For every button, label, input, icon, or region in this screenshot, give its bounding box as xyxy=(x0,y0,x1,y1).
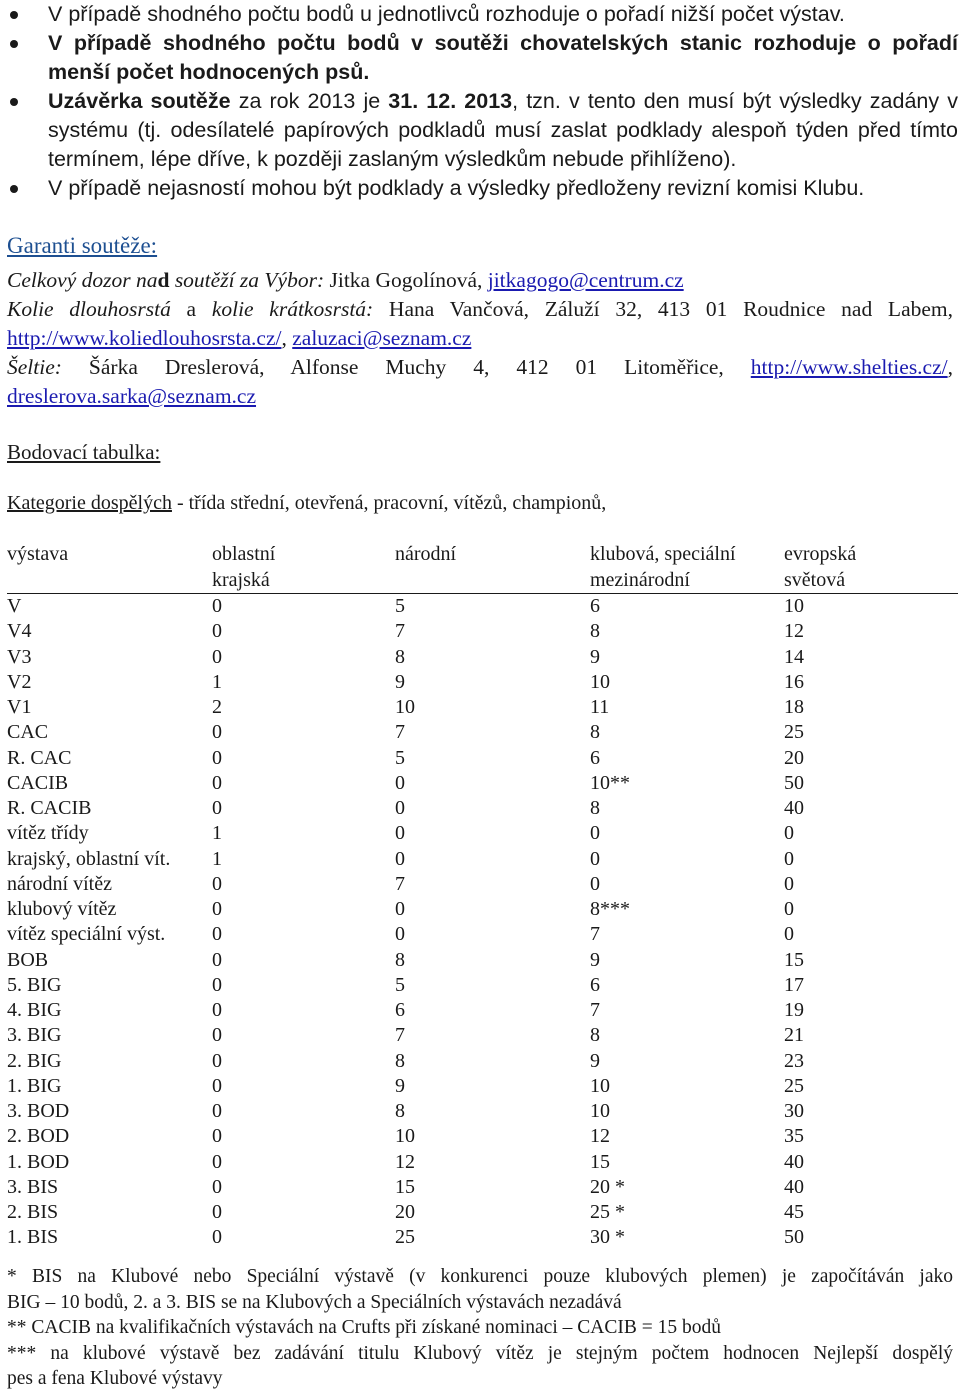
kolie-links-line: http://www.koliedlouhosrsta.cz/, zaluzaci@seznam.cz xyxy=(7,326,472,350)
table-row xyxy=(7,619,958,644)
sheltie-web-link[interactable]: http://www.shelties.cz/ xyxy=(750,355,948,379)
col-header-vystava: výstava xyxy=(7,541,212,594)
table-cell: 8 xyxy=(590,797,600,819)
kolie-email-link[interactable]: zaluzaci@seznam.cz xyxy=(292,326,472,350)
table-cell: 19 xyxy=(784,999,804,1021)
table-cell: 0 xyxy=(212,1100,222,1122)
table-cell: 9 xyxy=(590,948,600,971)
table-cell: 3. BIG xyxy=(7,1024,62,1047)
table-row xyxy=(7,922,958,947)
table-cell: 7 xyxy=(395,872,405,895)
bullet-icon xyxy=(10,11,18,19)
col-header-narodni: národní xyxy=(395,541,590,594)
table-cell: 0 xyxy=(212,898,222,920)
table-cell: 2. BIS xyxy=(7,1201,59,1223)
table-cell: 0 xyxy=(212,973,222,996)
table-cell: 40 xyxy=(784,797,804,819)
table-cell: 0 xyxy=(212,645,222,668)
table-cell: 0 xyxy=(395,923,405,946)
footnotes xyxy=(7,1264,953,1392)
table-cell: 8 xyxy=(590,721,600,744)
table-cell: BOB xyxy=(7,948,49,971)
table-cell: 0 xyxy=(212,1226,222,1249)
table-cell: 5 xyxy=(395,595,405,617)
table-cell: 4. BIG xyxy=(7,999,62,1021)
table-cell: 0 xyxy=(395,898,405,920)
table-cell: 40 xyxy=(784,1150,804,1173)
table-cell: 0 xyxy=(212,1049,222,1072)
dozor-line: Celkový dozor nad soutěží za Výbor: Jitka Gogolínová, jitkagogo@centrum.cz xyxy=(7,268,684,292)
table-cell: vítěz speciální výst. xyxy=(7,923,166,946)
table-cell: 5 xyxy=(395,746,405,769)
table-cell: 25 xyxy=(784,1074,804,1097)
table-cell: klubový vítěz xyxy=(7,898,117,920)
table-cell: 0 xyxy=(212,1074,222,1097)
table-cell: 20 * xyxy=(590,1175,625,1198)
table-cell: 6 xyxy=(590,746,600,769)
table-cell: R. CAC xyxy=(7,746,72,769)
footnote-3a: *** na klubové výstavě bez zadávání titulu Klubový vítěz je stejným počtem hodnocen Nejlepší dospělý xyxy=(7,1342,953,1364)
bullet-icon xyxy=(10,98,18,106)
table-cell: V1 xyxy=(7,696,32,718)
category-description: - třída střední, otevřená, pracovní, vítězů, championů, xyxy=(171,492,607,514)
table-row xyxy=(7,973,958,998)
table-cell: 1 xyxy=(212,847,222,870)
table-cell: 7 xyxy=(395,620,405,643)
table-cell: 7 xyxy=(395,721,405,744)
table-cell: 3. BOD xyxy=(7,1100,70,1122)
table-cell: 8 xyxy=(395,1049,405,1072)
table-cell: 16 xyxy=(784,670,804,693)
section-heading-garanti: Garanti soutěže: xyxy=(7,233,158,258)
table-row xyxy=(7,645,958,670)
table-cell: 8 xyxy=(590,1024,600,1047)
table-cell: 0 xyxy=(395,797,405,819)
table-row xyxy=(7,821,958,846)
table-cell: 30 xyxy=(784,1100,804,1122)
score-table xyxy=(7,541,958,1251)
table-header-row xyxy=(7,541,958,594)
table-cell: 8 xyxy=(395,645,405,668)
table-cell: 1 xyxy=(212,670,222,693)
table-cell: 0 xyxy=(212,746,222,769)
table-cell: 0 xyxy=(395,771,405,794)
table-row xyxy=(7,998,958,1023)
table-cell: 50 xyxy=(784,1226,804,1249)
table-cell: 2. BOD xyxy=(7,1125,70,1148)
table-cell: 20 xyxy=(784,746,804,769)
table-cell: 1 xyxy=(212,822,222,845)
col-header-oblastni: oblastní krajská xyxy=(212,541,395,594)
list-item: V případě shodného počtu bodů u jednotlivců rozhoduje o pořadí nižší počet výstav. xyxy=(0,0,958,29)
bullet-icon xyxy=(10,185,18,193)
table-cell: 6 xyxy=(395,999,405,1021)
table-cell: 6 xyxy=(590,595,600,617)
bodovaci-title: Bodovací tabulka: xyxy=(7,440,161,464)
table-cell: krajský, oblastní vít. xyxy=(7,847,171,870)
category-line xyxy=(7,492,606,515)
table-cell: 0 xyxy=(784,872,794,895)
bullet-icon xyxy=(10,40,18,48)
kolie-line: Kolie dlouhosrstá a kolie krátkosrstá: Hana Vančová, Záluží 32, 413 01 Roudnice nad Labem, xyxy=(7,297,953,321)
kolie-web-link[interactable]: http://www.koliedlouhosrsta.cz/ xyxy=(7,326,282,350)
table-cell: 0 xyxy=(212,872,222,895)
table-cell: 10** xyxy=(590,771,630,794)
table-cell: 35 xyxy=(784,1125,804,1148)
category-label: Kategorie dospělých xyxy=(7,492,172,514)
table-row xyxy=(7,1074,958,1099)
table-cell: 23 xyxy=(784,1049,804,1072)
table-row xyxy=(7,670,958,695)
table-cell: 0 xyxy=(212,620,222,643)
table-row xyxy=(7,796,958,821)
table-cell: 8*** xyxy=(590,898,630,920)
table-row xyxy=(7,1023,958,1048)
table-cell: 0 xyxy=(212,1201,222,1223)
table-cell: 14 xyxy=(784,645,804,668)
table-row xyxy=(7,1099,958,1124)
table-cell: 0 xyxy=(395,822,405,845)
table-cell: 0 xyxy=(784,847,794,870)
table-cell: 0 xyxy=(784,898,794,920)
table-row xyxy=(7,1049,958,1074)
table-cell: 50 xyxy=(784,771,804,794)
col-header-evropska: evropská světová xyxy=(784,541,958,594)
table-row xyxy=(7,720,958,745)
table-row xyxy=(7,1124,958,1149)
table-row xyxy=(7,1175,958,1200)
table-cell: 0 xyxy=(212,948,222,971)
table-cell: 10 xyxy=(784,595,804,617)
table-cell: CACIB xyxy=(7,771,69,794)
footnote-1a: * BIS na Klubové nebo Speciální výstavě (v konkurenci pouze klubových plemen) je započítáván jako xyxy=(7,1266,953,1287)
table-cell: 0 xyxy=(784,822,794,845)
table-cell: 7 xyxy=(395,1024,405,1047)
table-row xyxy=(7,771,958,796)
table-cell: 10 xyxy=(395,696,415,718)
table-cell: 0 xyxy=(212,595,222,617)
table-cell: 9 xyxy=(590,645,600,668)
table-cell: V4 xyxy=(7,620,32,643)
table-cell: 1. BIS xyxy=(7,1226,59,1249)
list-item: V případě shodného počtu bodů v soutěži chovatelských stanic rozhoduje o pořadí menší počet hodnocených psů. xyxy=(0,29,958,87)
table-cell: 0 xyxy=(212,721,222,744)
table-cell: 12 xyxy=(590,1125,610,1148)
table-cell: 25 xyxy=(784,721,804,744)
table-cell: 15 xyxy=(395,1175,415,1198)
table-cell: 21 xyxy=(784,1024,804,1047)
table-cell: 7 xyxy=(590,999,600,1021)
table-cell: 40 xyxy=(784,1175,804,1198)
list-item: Uzávěrka soutěže za rok 2013 je 31. 12. 2013, tzn. v tento den musí být výsledky zadány v systému (tj. odesílatelé papírových podkladů musí zaslat podklady alespoň týden před tímto termínem, lépe dříve, k později zaslaným výsledkům nebude přihlíženo). xyxy=(0,87,958,174)
table-cell: národní vítěz xyxy=(7,872,112,895)
footnote-1b: BIG – 10 bodů, 2. a 3. BIS se na Klubových a Speciálních výstavách nezadává xyxy=(7,1291,622,1313)
table-cell: 0 xyxy=(212,771,222,794)
table-cell: 10 xyxy=(590,1100,610,1122)
table-cell: 18 xyxy=(784,696,804,718)
table-cell: 30 * xyxy=(590,1226,625,1249)
list-item: V případě nejasností mohou být podklady a výsledky předloženy revizní komisi Klubu. xyxy=(0,174,958,203)
table-cell: 20 xyxy=(395,1201,415,1223)
table-row xyxy=(7,695,958,720)
table-cell: 17 xyxy=(784,973,804,996)
table-row xyxy=(7,847,958,872)
table-row xyxy=(7,1200,958,1225)
table-cell: 9 xyxy=(395,670,405,693)
rules-list xyxy=(0,0,958,203)
table-cell: 12 xyxy=(784,620,804,643)
table-cell: 8 xyxy=(395,1100,405,1122)
table-row xyxy=(7,594,958,620)
table-cell: 0 xyxy=(212,1150,222,1173)
table-cell: V2 xyxy=(7,670,32,693)
table-cell: 0 xyxy=(590,822,600,845)
table-cell: 0 xyxy=(784,923,794,946)
table-cell: 8 xyxy=(395,948,405,971)
sheltie-email-line xyxy=(7,382,953,411)
table-cell: vítěz třídy xyxy=(7,822,89,845)
table-cell: V xyxy=(7,595,22,617)
table-cell: 0 xyxy=(212,1125,222,1148)
table-cell: V3 xyxy=(7,645,32,668)
table-row xyxy=(7,746,958,771)
table-cell: 7 xyxy=(590,923,600,946)
table-cell: 10 xyxy=(395,1125,415,1148)
table-cell: 25 * xyxy=(590,1201,625,1223)
table-cell: 0 xyxy=(590,872,600,895)
table-cell: 12 xyxy=(395,1150,415,1173)
table-cell: 45 xyxy=(784,1201,804,1223)
table-cell: 8 xyxy=(590,620,600,643)
table-cell: 15 xyxy=(784,948,804,971)
table-cell: 0 xyxy=(395,847,405,870)
table-cell: 3. BIS xyxy=(7,1175,59,1198)
table-cell: 9 xyxy=(590,1049,600,1072)
footnote-3b: pes a fena Klubové výstavy xyxy=(7,1368,223,1389)
col-header-klubova: klubová, speciální mezinárodní xyxy=(590,541,784,594)
table-cell: 0 xyxy=(590,847,600,870)
table-cell: R. CACIB xyxy=(7,797,92,819)
table-cell: CAC xyxy=(7,721,49,744)
table-cell: 0 xyxy=(212,1024,222,1047)
table-cell: 25 xyxy=(395,1226,415,1249)
table-cell: 1. BOD xyxy=(7,1150,70,1173)
table-cell: 5. BIG xyxy=(7,973,62,996)
table-cell: 5 xyxy=(395,973,405,996)
garanti-block xyxy=(7,266,953,411)
table-row xyxy=(7,897,958,922)
dozor-email-link[interactable]: jitkagogo@centrum.cz xyxy=(487,268,684,292)
sheltie-email-link[interactable]: dreslerova.sarka@seznam.cz xyxy=(7,384,257,408)
table-row xyxy=(7,1225,958,1250)
table-cell: 11 xyxy=(590,696,610,718)
table-row xyxy=(7,1150,958,1175)
table-cell: 0 xyxy=(212,1175,222,1198)
table-row xyxy=(7,872,958,897)
table-cell: 2 xyxy=(212,696,222,718)
table-cell: 9 xyxy=(395,1074,405,1097)
table-cell: 10 xyxy=(590,1074,610,1097)
table-cell: 0 xyxy=(212,999,222,1021)
table-cell: 15 xyxy=(590,1150,610,1173)
table-cell: 1. BIG xyxy=(7,1074,62,1097)
table-cell: 0 xyxy=(212,923,222,946)
table-cell: 0 xyxy=(212,797,222,819)
table-cell: 6 xyxy=(590,973,600,996)
table-row xyxy=(7,948,958,973)
table-cell: 2. BIG xyxy=(7,1049,62,1072)
table-cell: 10 xyxy=(590,670,610,693)
sheltie-line: Šeltie: Šárka Dreslerová, Alfonse Muchy 4, 412 01 Litoměřice, http://www.shelties.cz/, xyxy=(7,355,953,379)
footnote-2: ** CACIB na kvalifikačních výstavách na Crufts při získané nominaci – CACIB = 15 bodů xyxy=(7,1317,721,1338)
